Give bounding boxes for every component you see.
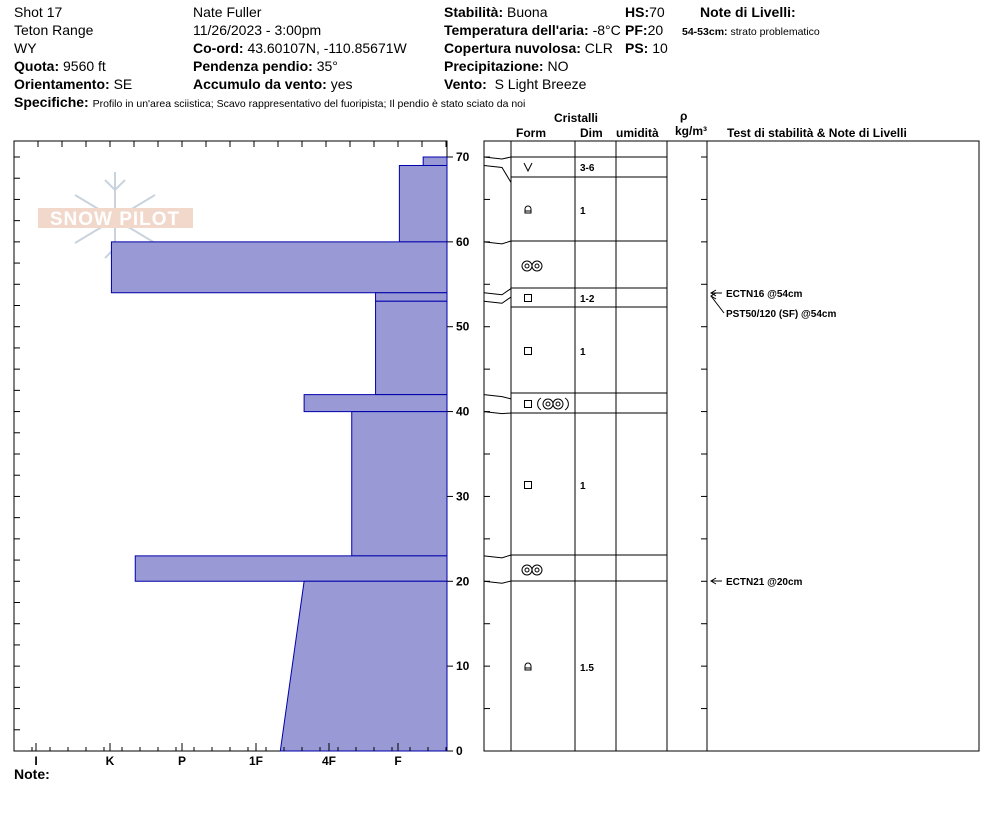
rounds-symbol — [525, 264, 529, 268]
hardness-bar — [423, 157, 447, 165]
rounds-symbol — [535, 568, 539, 572]
layer-connector — [484, 395, 511, 399]
grain-size: 1 — [580, 206, 586, 217]
hardness-axis-label: P — [177, 754, 187, 768]
facet-symbol — [525, 401, 532, 408]
hs-label: HS: — [625, 4, 650, 20]
datetime: 11/26/2023 - 3:00pm — [193, 22, 322, 38]
hardness-bar — [111, 242, 447, 293]
facet-symbol — [525, 295, 532, 302]
state: WY — [14, 40, 37, 56]
rho-header: ρ — [680, 109, 688, 123]
grain-form-rounds — [522, 261, 542, 271]
layer-note-depth: 54-53cm: — [682, 26, 728, 38]
layer-connector — [484, 289, 511, 295]
hardness-bar — [352, 412, 447, 556]
stability-value: Buona — [507, 4, 548, 20]
precip-value: NO — [547, 58, 569, 74]
crystals-header: Cristalli — [554, 111, 599, 125]
grain-form-mixed-form — [525, 206, 531, 213]
air-temp-label: Temperatura dell'aria: — [444, 22, 589, 38]
hardness-axis-label: K — [105, 754, 115, 768]
hardness-axis-label: F — [394, 754, 402, 768]
hardness-bar — [376, 293, 447, 301]
rounds-symbol — [522, 565, 532, 575]
tests-header: Test di stabilità & Note di Livelli — [727, 126, 907, 140]
grain-size: 1 — [580, 481, 586, 492]
stability-label: Stabilità: — [444, 4, 504, 20]
layer-connector — [484, 555, 511, 558]
grain-form-lambda — [524, 163, 532, 171]
logo-text: SNOW PILOT — [49, 209, 181, 230]
rounds-symbol — [525, 568, 529, 572]
rounds-symbol — [556, 402, 560, 406]
lambda-symbol — [524, 163, 532, 171]
hardness-bar — [135, 556, 447, 581]
hardness-bar — [304, 395, 447, 412]
density-unit-header: kg/m³ — [675, 124, 708, 138]
depth-axis-label: 20 — [456, 574, 470, 589]
depth-axis-label: 40 — [456, 404, 470, 419]
grain-size: 1-2 — [580, 294, 595, 305]
shot-name: Shot 17 — [14, 4, 63, 20]
layer-connector — [484, 157, 511, 159]
wind-loading-value: yes — [330, 76, 353, 92]
grain-form-facet — [525, 482, 532, 489]
stability-test-label: PST50/120 (SF) @54cm — [726, 309, 837, 320]
wind-value: S Light Breeze — [494, 76, 587, 92]
hardness-axis-label: 1F — [248, 754, 264, 768]
coord-value: 43.60107N, -110.85671W — [247, 40, 407, 56]
paren-symbol — [538, 398, 541, 410]
layer-connector — [484, 581, 511, 583]
specifics-label: Specifiche: — [14, 94, 89, 110]
test-leader-line — [711, 296, 724, 313]
rounds-symbol — [543, 399, 553, 409]
table-frame — [484, 141, 979, 751]
mixed-form-symbol — [525, 663, 531, 670]
rounds-symbol — [546, 402, 550, 406]
form-header: Form — [516, 126, 546, 140]
grain-form-facet — [525, 295, 532, 302]
grain-size: 1 — [580, 347, 586, 358]
grain-form-facet — [525, 348, 532, 355]
notes-label: Note: — [14, 766, 50, 782]
aspect-value: SE — [113, 76, 133, 92]
hardness-bar — [280, 581, 447, 751]
depth-axis-label: 70 — [456, 150, 470, 164]
precip-label: Precipitazione: — [444, 58, 544, 74]
observer: Nate Fuller — [193, 4, 262, 20]
depth-axis-label: 10 — [456, 659, 470, 674]
stability-test-label: ECTN21 @20cm — [726, 577, 803, 588]
facet-symbol — [525, 482, 532, 489]
specifics-text: Profilo in un'area sciistica; Scavo rappresentativo del fuoripista; Il pendio è stato sciato da noi — [92, 98, 526, 110]
layer-connector — [484, 297, 511, 303]
depth-axis-label: 50 — [456, 319, 470, 334]
elevation-label: Quota: — [14, 58, 60, 74]
pf-value: 20 — [647, 22, 664, 38]
range-name: Teton Range — [14, 22, 94, 38]
hardness-axis-label: 4F — [321, 754, 337, 768]
grain-form-mixed-form — [525, 663, 531, 670]
layer-connector — [484, 412, 511, 414]
pf-label: PF: — [625, 22, 648, 38]
rounds-symbol — [532, 261, 542, 271]
mixed-form-symbol — [525, 206, 531, 213]
stability-test-label: ECTN16 @54cm — [726, 289, 803, 300]
rounds-symbol — [535, 264, 539, 268]
aspect-label: Orientamento: — [14, 76, 110, 92]
hs-value: 70 — [649, 4, 665, 20]
hardness-bar — [376, 301, 447, 394]
hardness-axis-label: I — [34, 754, 38, 768]
depth-axis-label: 60 — [456, 234, 470, 249]
grain-size: 3-6 — [580, 163, 595, 174]
grain-form-facet-rounds — [525, 398, 569, 410]
slope-value: 35° — [316, 58, 338, 74]
ps-value: 10 — [652, 40, 668, 56]
air-temp-value: -8°C — [592, 22, 621, 38]
grain-form-rounds — [522, 565, 542, 575]
rounds-symbol — [532, 565, 542, 575]
rounds-symbol — [553, 399, 563, 409]
slope-label: Pendenza pendio: — [193, 58, 313, 74]
humidity-header: umidità — [616, 126, 659, 140]
size-header: Dim — [580, 126, 603, 140]
layer-note-text: strato problematico — [730, 26, 820, 38]
depth-axis-label: 0 — [456, 744, 463, 758]
wind-label: Vento: — [444, 76, 487, 92]
layer-connector — [484, 165, 511, 182]
coord-label: Co-ord: — [193, 40, 244, 56]
hardness-bar — [399, 165, 447, 241]
layer-notes-title: Note di Livelli: — [700, 4, 796, 20]
cloud-label: Copertura nuvolosa: — [444, 40, 581, 56]
grain-size: 1.5 — [580, 663, 594, 674]
paren-symbol — [565, 398, 568, 410]
cloud-value: CLR — [584, 40, 613, 56]
elevation-value: 9560 ft — [63, 58, 106, 74]
facet-symbol — [525, 348, 532, 355]
rounds-symbol — [522, 261, 532, 271]
ps-label: PS: — [625, 40, 649, 56]
depth-axis-label: 30 — [456, 489, 470, 504]
wind-loading-label: Accumulo da vento: — [193, 76, 327, 92]
